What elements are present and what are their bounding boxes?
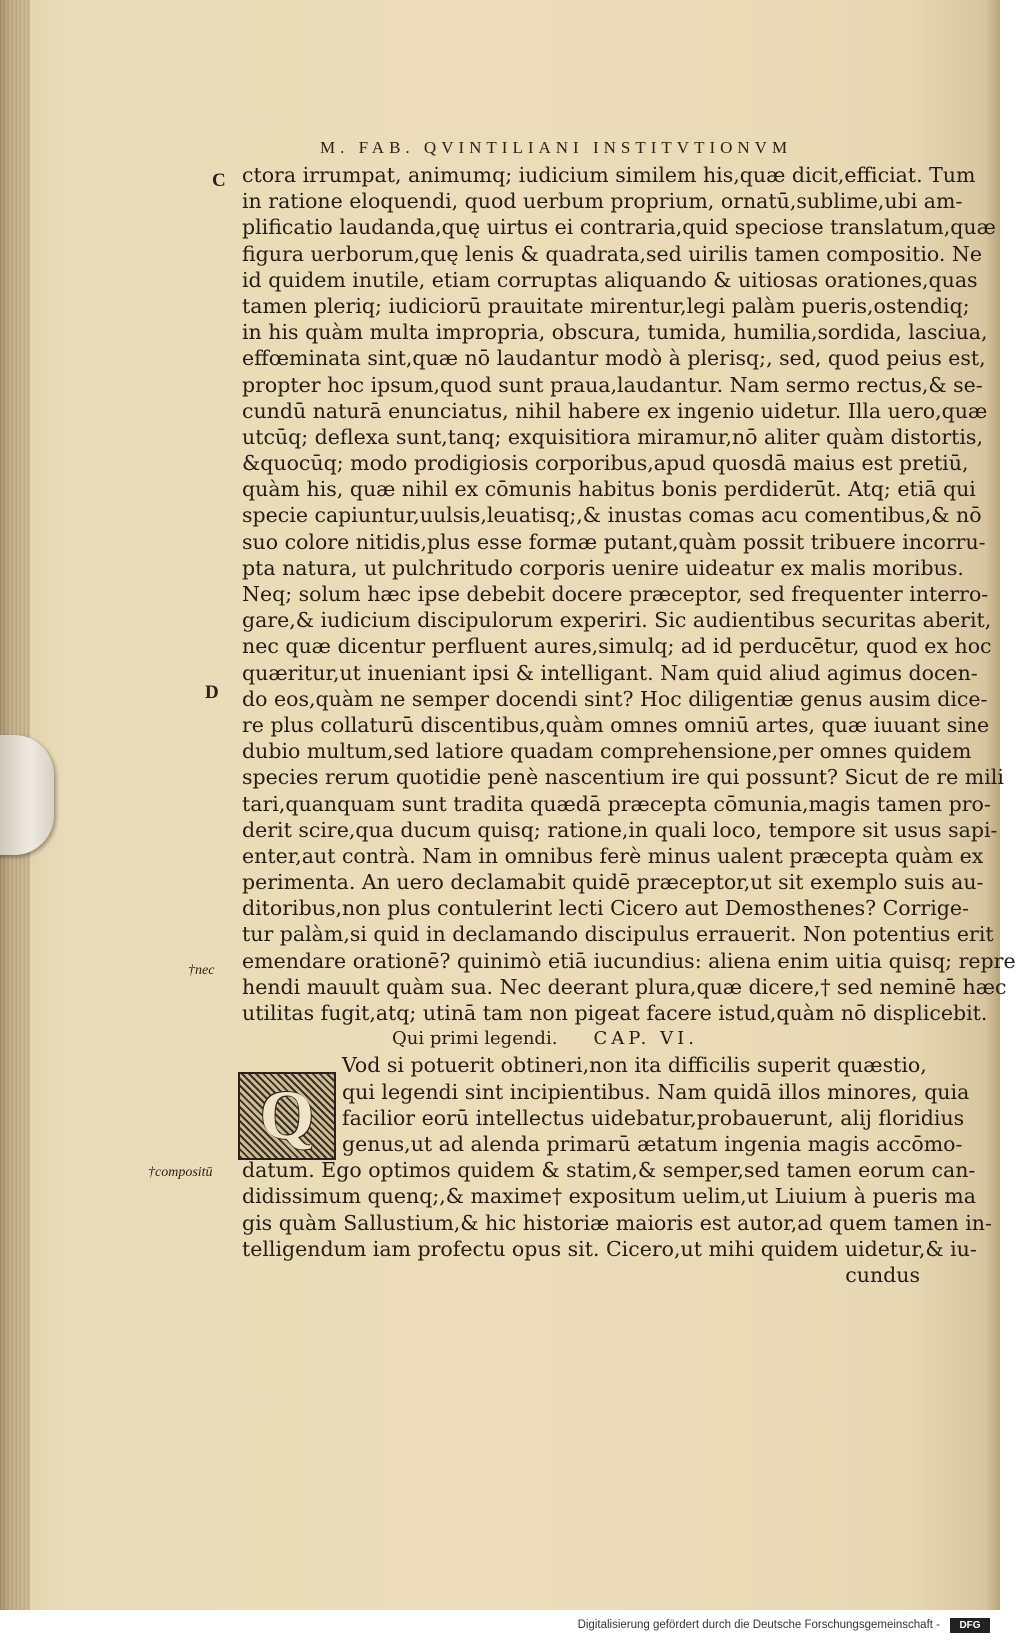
text-line: genus,ut ad alenda primarū ætatum ingenia magis accōmo- — [342, 1131, 963, 1156]
text-line: dubio multum,sed latiore quadam comprehensione,per omnes quidem — [242, 739, 972, 764]
text-line: ditoribus,non plus contulerint lecti Cicero aut Demosthenes? Corrige- — [242, 896, 969, 921]
text-line: &quocūq; modo prodigiosis corporibus,apud quosdā maius est pretiū, — [242, 451, 969, 476]
chapter-heading: Qui primi legendi. — [392, 1028, 558, 1050]
text-line: tari,quanquam sunt tradita quædā præcepta cōmunia,magis tamen pro- — [242, 791, 991, 816]
text-line: didissimum quenq;,& maxime† expositum uelim,ut Liuium à pueris ma — [242, 1184, 976, 1209]
text-line: enter,aut contrà. Nam in omnibus ferè minus ualent præcepta quàm ex — [242, 843, 984, 868]
text-line: effœminata sint,quæ nō laudantur modò à plerisq;, sed, quod peius est, — [242, 346, 986, 371]
text-line: datum. Ego optimos quidem & statim,& semper,sed tamen eorum can- — [242, 1158, 976, 1183]
margin-note-nec: †nec — [188, 963, 215, 978]
text-line: quæritur,ut inueniant ipsi & intelligant. Nam quid aliud agimus docen- — [242, 660, 978, 685]
dfg-logo: DFG — [950, 1618, 990, 1633]
text-line: Neq; solum hæc ipse debebit docere præceptor, sed frequenter interro- — [242, 582, 989, 606]
text-line: figura uerborum,quę lenis & quadrata,sed uirilis tamen compositio. Ne — [242, 241, 982, 266]
chapter-continuation-block — [242, 1157, 992, 1262]
paragraph-block — [242, 162, 1016, 1026]
drop-cap-letter: Q — [259, 1077, 315, 1154]
text-line: gis quàm Sallustium,& hic historiæ maioris est autor,ad quem tamen in- — [242, 1210, 992, 1235]
text-line: hendi mauult quàm sua. Nec deerant plura,quæ dicere,† sed neminē hæc — [242, 974, 1007, 999]
margin-note-compositu: †compositū — [148, 1165, 213, 1180]
text-line: quàm his, quæ nihil ex cōmunis habitus bonis perdiderūt. Atq; etiā qui — [242, 477, 976, 502]
text-line: suo colore nitidis,plus esse formæ putant,quàm possit tribuere incorru- — [242, 529, 986, 554]
chapter-heading-line — [242, 1026, 932, 1052]
text-line: nec quæ dicentur perfluent aures,simulq; ad id perducētur, quod ex hoc — [242, 634, 992, 659]
text-line: specie capiuntur,uulsis,leuatisq;,& inustas comas acu comentibus,& nō — [242, 503, 982, 528]
text-line: ctora irrumpat, animumq; iudicium similem his,quæ dicit,efficiat. Tum — [242, 163, 976, 187]
text-line: utilitas fugit,atq; utinā tam non pigeat facere istud,quàm nō displicebit. — [242, 1001, 988, 1025]
text-line: pta natura, ut pulchritudo corporis uenire uideatur ex malis moribus. — [242, 555, 964, 580]
footer-bar — [0, 1610, 1000, 1641]
text-line: telligendum iam profectu opus sit. Cicero,ut mihi quidem uidetur,& iu- — [242, 1236, 977, 1261]
margin-letter-c: C — [212, 170, 226, 191]
text-line: perimenta. An uero declamabit quidē præceptor,ut sit exemplo suis au- — [242, 870, 984, 895]
margin-letter-d: D — [205, 682, 219, 703]
text-line: tur palàm,si quid in declamando discipulus errauerit. Non potentius erit — [242, 922, 994, 947]
running-head: M. FAB. QVINTILIANI INSTITVTIONVM — [320, 138, 793, 157]
body-text — [242, 162, 1016, 1288]
text-line: cundū naturā enunciatus, nihil habere ex ingenio uidetur. Illa uero,quæ — [242, 398, 988, 423]
text-line: Vod si potuerit obtineri,non ita difficilis superit quæstio, — [342, 1053, 927, 1078]
text-line: in his quàm multa impropria, obscura, tumida, humilia,sordida, lasciua, — [242, 320, 988, 345]
text-line: id quidem inutile, etiam corruptas aliquando & uitiosas orationes,quas — [242, 267, 978, 292]
text-line: gare,& iudicium discipulorum experiri. Sic audientibus securitas aberit, — [242, 608, 992, 633]
text-line: qui legendi sint incipientibus. Nam quidā illos minores, quia — [342, 1079, 970, 1104]
catchword: cundus — [845, 1262, 920, 1287]
chapter-label: CAP. VI. — [593, 1028, 698, 1050]
text-line: in ratione eloquendi, quod uerbum proprium, ornatū,sublime,ubi am- — [242, 189, 963, 214]
text-line: propter hoc ipsum,quod sunt praua,laudantur. Nam sermo rectus,& se- — [242, 372, 983, 397]
text-line: utcūq; deflexa sunt,tanq; exquisitiora miramur,nō aliter quàm distortis, — [242, 424, 983, 449]
text-line: facilior eorū intellectus uidebatur,probauerunt, alij floridius — [342, 1105, 965, 1130]
text-line: re plus collaturū discentibus,quàm omnes omniū artes, quæ iuuant sine — [242, 712, 990, 737]
funding-notice: Digitalisierung gefördert durch die Deutsche Forschungsgemeinschaft - — [577, 1619, 940, 1631]
text-line: species rerum quotidie penè nascentium ire qui possunt? Sicut de re mili — [242, 765, 1004, 790]
text-line: tamen pleriq; iudiciorū prauitate mirentur,legi palàm pueris,ostendiq; — [242, 293, 970, 318]
text-line: do eos,quàm ne semper docendi sint? Hoc diligentiæ genus ausim dice- — [242, 686, 988, 711]
text-line: plificatio laudanda,quę uirtus ei contraria,quid speciose translatum,quæ — [242, 215, 996, 240]
chapter-opening-block — [242, 1052, 970, 1157]
text-line: derit scire,qua ducum quisq; ratione,in quali loco, tempore sit usus sapi- — [242, 817, 998, 842]
page-clip — [0, 735, 54, 855]
text-line: emendare orationē? quinimò etiā iucundius: aliena enim uitia quisq; repre — [242, 948, 1016, 973]
